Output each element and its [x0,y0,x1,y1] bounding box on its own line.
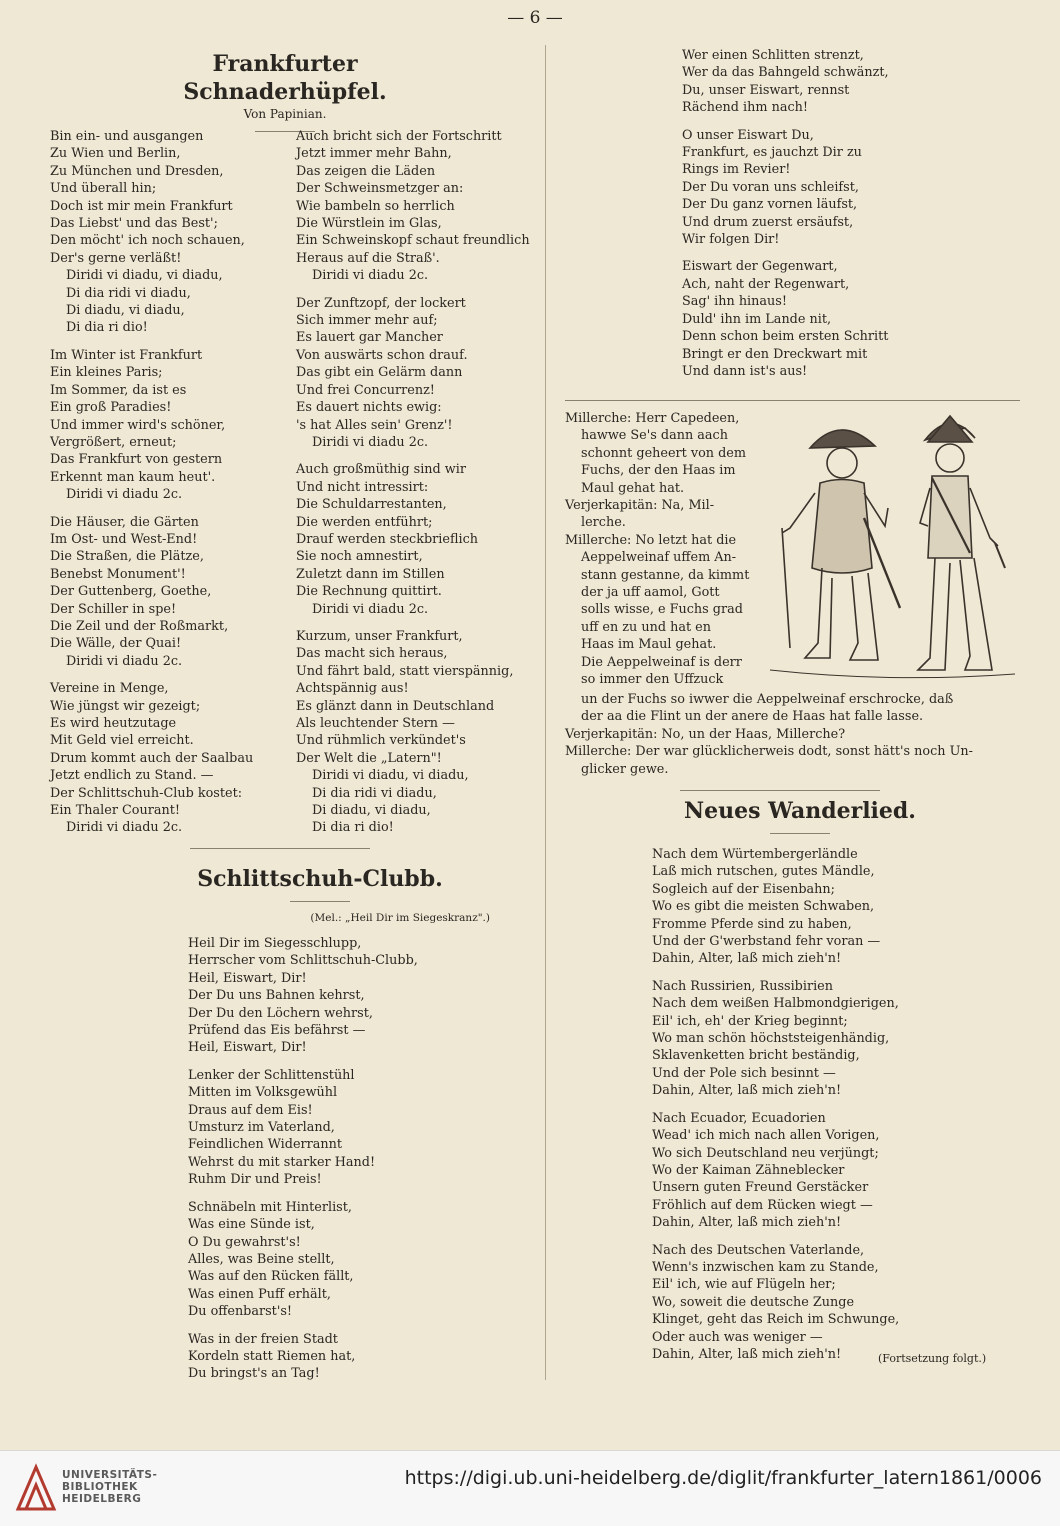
verse-line: Das zeigen die Läden [296,163,436,179]
stanza-gap [682,117,1012,127]
verse-line: Du bringst's an Tag! [188,1366,320,1382]
verse-line: Zu München und Dresden, [50,163,224,179]
verse-line: Wo man schön höchststeigenhändig, [652,1031,890,1047]
verse-line: Es lauert gar Mancher [296,330,443,346]
section-divider [190,848,370,849]
verse-line: Das macht sich heraus, [296,646,448,662]
verse-line: Klinget, geht das Reich im Schwunge, [652,1312,900,1328]
verse-line: Denn schon beim ersten Schritt [682,329,889,345]
verse-line: Als leuchtender Stern — [296,716,455,731]
verse-line: Der's gerne verläßt! [50,250,182,266]
verse-line: Die Würstlein im Glas, [296,216,442,232]
verse-line: Duld' ihn im Lande nit, [682,311,832,327]
verse-line: Der Du voran uns schleifst, [682,179,859,195]
verse-line: Die Straßen, die Plätze, [50,549,204,565]
stanza-gap [652,1232,952,1242]
verse-line: Prüfend das Eis befährst — [188,1023,366,1039]
verse-line: Wer da das Bahngeld schwänzt, [682,65,889,81]
verse-line: Eil' ich, wie auf Flügeln her; [652,1277,836,1293]
verse-line: Es glänzt dann in Deutschland [296,698,495,714]
verse-line: Und überall hin; [50,181,157,197]
verse-line: Du offenbarst's! [188,1304,293,1320]
verse-line: Vergrößert, erneut; [50,434,177,450]
verse-line: Es dauert nichts ewig: [296,400,442,416]
source-url-link[interactable]: https://digi.ub.uni-heidelberg.de/diglit/frankfurter_latern1861/0006 [404,1467,1042,1489]
verse-line: Aeppelweinaf uffem An- [581,550,737,566]
verse-line: Der Welt die „Latern"! [296,750,442,766]
verse-line: Millerche: Der war glücklicherweis dodt, sonst hätt's noch Un- [565,744,973,760]
poem1-column-a [50,128,290,837]
library-name: UNIVERSITÄTS- BIBLIOTHEK HEIDELBERG [62,1469,158,1505]
verse-line: schonnt geheert von dem [581,445,746,461]
verse-line: Was auf den Rücken fällt, [188,1269,354,1285]
eiswart-verses [682,47,1012,380]
verse-line: Nach dem weißen Halbmondgierigen, [652,996,899,1012]
stanza-gap [652,968,952,978]
verse-line: Und rühmlich verkündet's [296,733,466,749]
stanza-gap [188,1189,488,1199]
verse-line: Und immer wird's schöner, [50,417,226,433]
verse-line: Ach, naht der Regenwart, [682,276,850,292]
verse-line: Diridi vi diadu 2c. [312,601,429,617]
verse-line: Diridi vi diadu 2c. [312,434,429,450]
verse-line: Di dia ri dio! [66,320,148,336]
verse-line: Auch bricht sich der Fortschritt [296,129,502,144]
verse-line: Wer einen Schlitten strenzt, [682,48,864,63]
dialogue-wide [565,691,1020,778]
verse-line: Di dia ridi vi diadu, [312,785,437,801]
verse-line: Dahin, Alter, laß mich zieh'n! [652,1346,842,1362]
verse-line: Ruhm Dir und Preis! [188,1172,322,1188]
verse-line: Sag' ihn hinaus! [682,294,787,310]
verse-line: Di diadu, vi diadu, [312,803,431,819]
verse-line: Eiswart der Gegenwart, [682,259,838,275]
verse-line: O unser Eiswart Du, [682,127,814,143]
verse-line: Rächend ihm nach! [682,100,809,116]
verse-line: Di dia ridi vi diadu, [66,285,191,301]
verse-line: der aa die Flint un der anere de Haas hat falle lasse. [581,709,924,725]
verse-line: Die Schuldarrestanten, [296,497,447,513]
verse-line: Im Winter ist Frankfurt [50,347,203,363]
verse-line: Diridi vi diadu 2c. [66,820,183,836]
verse-line: Verjerkapitän: No, un der Haas, Millerche? [565,726,846,742]
verse-line: Und fährt bald, statt vierspännig, [296,663,514,679]
verse-line: Wo sich Deutschland neu verjüngt; [652,1145,879,1161]
verse-line: Ein Schweinskopf schaut freundlich [296,233,530,249]
verse-line: Diridi vi diadu 2c. [312,268,429,284]
verse-line: Was einen Puff erhält, [188,1286,331,1302]
verse-line: Oder auch was weniger — [652,1329,823,1345]
verse-line: Zuletzt dann im Stillen [296,566,445,582]
stanza-gap [50,670,290,680]
verse-line: Der Du uns Bahnen kehrst, [188,988,365,1004]
poem3-lines [652,846,952,1363]
verse-line: 's hat Alles sein' Grenz'! [296,417,453,433]
column-rule [545,45,546,1380]
verse-line: Benebst Monument'! [50,566,186,582]
verse-line: Sklavenketten bricht beständig, [652,1048,860,1064]
verse-line: Ein kleines Paris; [50,365,163,381]
verse-line: Diridi vi diadu, vi diadu, [312,768,469,784]
verse-line: Der Schlittschuh-Club kostet: [50,785,243,801]
stanza-gap [682,248,1012,258]
ornament-divider [290,901,350,902]
verse-line: Was eine Sünde ist, [188,1217,315,1233]
verse-line: Diridi vi diadu 2c. [66,653,183,669]
verse-line: Dahin, Alter, laß mich zieh'n! [652,1215,842,1231]
stanza-gap [652,1100,952,1110]
verse-line: Schnäbeln mit Hinterlist, [188,1199,352,1215]
verse-line: hawwe Se's dann aach [581,428,728,444]
verse-line: stann gestanne, da kimmt [581,567,750,583]
verse-line: Und der G'werbstand fehr voran — [652,934,881,950]
verse-line: lerche. [581,515,626,531]
verse-line: Sich immer mehr auf; [296,313,438,329]
verse-line: Wir folgen Dir! [682,232,780,248]
verse-line: Die werden entführt; [296,514,433,530]
verse-line: Eil' ich, eh' der Krieg beginnt; [652,1013,848,1029]
verse-line: Unsern guten Freund Gerstäcker [652,1180,869,1196]
verse-line: Bin ein- und ausgangen [50,129,204,144]
section-divider [680,790,880,791]
verse-line: Kordeln statt Riemen hat, [188,1348,356,1364]
stanza-gap [296,451,541,461]
poem1-header [120,50,450,140]
verse-line: Im Ost- und West-End! [50,531,198,547]
two-soldiers-illustration [760,408,1020,690]
verse-line: Jetzt immer mehr Bahn, [296,146,452,162]
verse-line: Feindlichen Widerrannt [188,1137,343,1153]
verse-line: Den möcht' ich noch schauen, [50,233,245,249]
verse-line: Fröhlich auf dem Rücken wiegt — [652,1197,873,1213]
verse-line: O Du gewahrst's! [188,1234,301,1250]
verse-line: Und nicht intressirt: [296,479,429,495]
verse-line: Nach des Deutschen Vaterlande, [652,1242,865,1258]
verse-line: Achtspännig aus! [296,681,409,697]
verse-line: Von auswärts schon drauf. [296,347,468,363]
verse-line: Nach Ecuador, Ecuadorien [652,1110,826,1126]
verse-line: Die Rechnung quittirt. [296,584,442,600]
verse-line: Nach Russirien, Russibirien [652,978,833,994]
stanza-gap [50,504,290,514]
verse-line: Drauf werden steckbrieflich [296,531,478,547]
verse-line: Fromme Pferde sind zu haben, [652,916,852,932]
verse-line: Heil, Eiswart, Dir! [188,970,307,986]
verse-line: Das Liebst' und das Best'; [50,216,218,232]
verse-line: Millerche: Herr Capedeen, [565,411,740,426]
verse-line: solls wisse, e Fuchs grad [581,602,743,618]
verse-line: Frankfurt, es jauchzt Dir zu [682,145,862,161]
verse-line: Die Häuser, die Gärten [50,514,199,530]
verse-line: Der Guttenberg, Goethe, [50,584,212,600]
verse-line: Und der Pole sich besinnt — [652,1065,836,1081]
verse-line: Millerche: No letzt hat die [565,532,737,548]
verse-line: Alles, was Beine stellt, [188,1251,335,1267]
verse-line: Maul gehat hat. [581,480,685,496]
verse-line: Und dann ist's aus! [682,363,808,379]
verse-line: Lenker der Schlittenstühl [188,1067,355,1083]
verse-line: Herrscher vom Schlittschuh-Clubb, [188,953,418,969]
verse-line: Die Aeppelweinaf is derr [581,654,742,670]
verse-line: Rings im Revier! [682,162,791,178]
verse-line: Heil, Eiswart, Dir! [188,1040,307,1056]
stanza-gap [296,285,541,295]
poem2-header [150,865,490,927]
library-footer [0,1450,1060,1526]
verse-line: Im Sommer, da ist es [50,382,187,398]
verse-line: Sogleich auf der Eisenbahn; [652,881,835,897]
verse-line: Haas im Maul gehat. [581,637,717,653]
stanza-gap [50,337,290,347]
stanza-gap [188,1321,488,1331]
verse-line: Mitten im Volksgewühl [188,1085,338,1101]
verse-line: Fuchs, der den Haas im [581,463,736,479]
verse-line: Du, unser Eiswart, rennst [682,82,850,98]
stanza-gap [296,618,541,628]
verse-line: Was in der freien Stadt [188,1331,338,1347]
verse-line: Der Zunftzopf, der lockert [296,295,466,311]
verse-line: Der Du ganz vornen läufst, [682,197,858,213]
verse-line: Zu Wien und Berlin, [50,146,181,162]
verse-line: Wie jüngst wir gezeigt; [50,698,201,714]
verse-line: Ein groß Paradies! [50,400,172,416]
verse-line: Die Wälle, der Quai! [50,636,182,652]
dialogue-narrow [565,410,765,689]
verse-line: Es wird heutzutage [50,716,177,731]
verse-line: Doch ist mir mein Frankfurt [50,198,233,214]
verse-line: Drum kommt auch der Saalbau [50,750,254,766]
verse-line: Wie bambeln so herrlich [296,198,455,214]
verse-line: Di dia ri dio! [312,820,394,836]
verse-line: Verjerkapitän: Na, Mil- [565,498,715,514]
verse-line: uff en zu und hat en [581,619,711,635]
verse-line: Diridi vi diadu 2c. [66,487,183,503]
verse-line: Heraus auf die Straß'. [296,250,440,266]
verse-line: Dahin, Alter, laß mich zieh'n! [652,1083,842,1099]
page-number: — 6 — [507,8,563,28]
verse-line: Laß mich rutschen, gutes Mändle, [652,864,875,880]
poem1-column-b [296,128,541,837]
verse-line: Und drum zuerst ersäufst, [682,214,854,230]
verse-line: Vereine in Menge, [50,681,169,697]
poem2-title: Schlittschuh-Clubb. [197,866,443,892]
section-divider [565,400,1020,401]
verse-line: Bringt er den Dreckwart mit [682,346,868,362]
verse-line: Nach dem Würtembergerländle [652,847,858,862]
verse-line: Der Du den Löchern wehrst, [188,1005,373,1021]
poem3-title: Neues Wanderlied. [684,798,916,824]
stanza-gap [188,1057,488,1067]
verse-line: Heil Dir im Siegesschlupp, [188,936,362,951]
verse-line: Das gibt ein Gelärm dann [296,365,463,381]
verse-line: Erkennt man kaum heut'. [50,469,216,485]
ornament-divider [770,833,830,834]
verse-line: Umsturz im Vaterland, [188,1120,335,1136]
verse-line: Wenn's inzwischen kam zu Stande, [652,1259,879,1275]
verse-line: glicker gewe. [581,761,669,777]
university-library-logo-icon[interactable] [14,1461,58,1515]
verse-line: Mit Geld viel erreicht. [50,733,194,749]
verse-line: Der Schiller in spe! [50,601,177,617]
verse-line: Di diadu, vi diadu, [66,303,185,319]
verse-line: un der Fuchs so iwwer die Aeppelweinaf erschrocke, daß [581,692,954,707]
verse-line: Jetzt endlich zu Stand. — [50,768,214,784]
verse-line: Wo der Kaiman Zähneblecker [652,1162,845,1178]
verse-line: Der Schweinsmetzger an: [296,181,464,197]
continued-note: (Fortsetzung folgt.) [878,1352,987,1365]
poem2-lines [188,935,488,1383]
poem3-header [650,797,950,842]
verse-line: Draus auf dem Eis! [188,1102,313,1118]
verse-line: Wehrst du mit starker Hand! [188,1154,376,1170]
verse-line: so immer den Uffzuck [581,672,724,688]
poem2-melody: (Mel.: „Heil Dir im Siegeskranz".) [310,912,490,924]
verse-line: Die Zeil und der Roßmarkt, [50,618,229,634]
poem1-byline: Von Papinian. [243,107,327,121]
verse-line: Dahin, Alter, laß mich zieh'n! [652,951,842,967]
verse-line: Auch großmüthig sind wir [296,462,466,478]
verse-line: Kurzum, unser Frankfurt, [296,628,463,644]
verse-line: Wo es gibt die meisten Schwaben, [652,899,875,915]
verse-line: Wo, soweit die deutsche Zunge [652,1294,855,1310]
verse-line: Ein Thaler Courant! [50,803,181,819]
verse-line: Sie noch amnestirt, [296,549,423,565]
verse-line: der ja uff aamol, Gott [581,585,720,601]
verse-line: Und frei Concurrenz! [296,382,435,398]
poem1-title: Frankfurter Schnaderhüpfel. [183,51,387,105]
verse-line: Wead' ich mich nach allen Vorigen, [652,1128,880,1144]
verse-line: Das Frankfurt von gestern [50,452,223,468]
verse-line: Diridi vi diadu, vi diadu, [66,268,223,284]
